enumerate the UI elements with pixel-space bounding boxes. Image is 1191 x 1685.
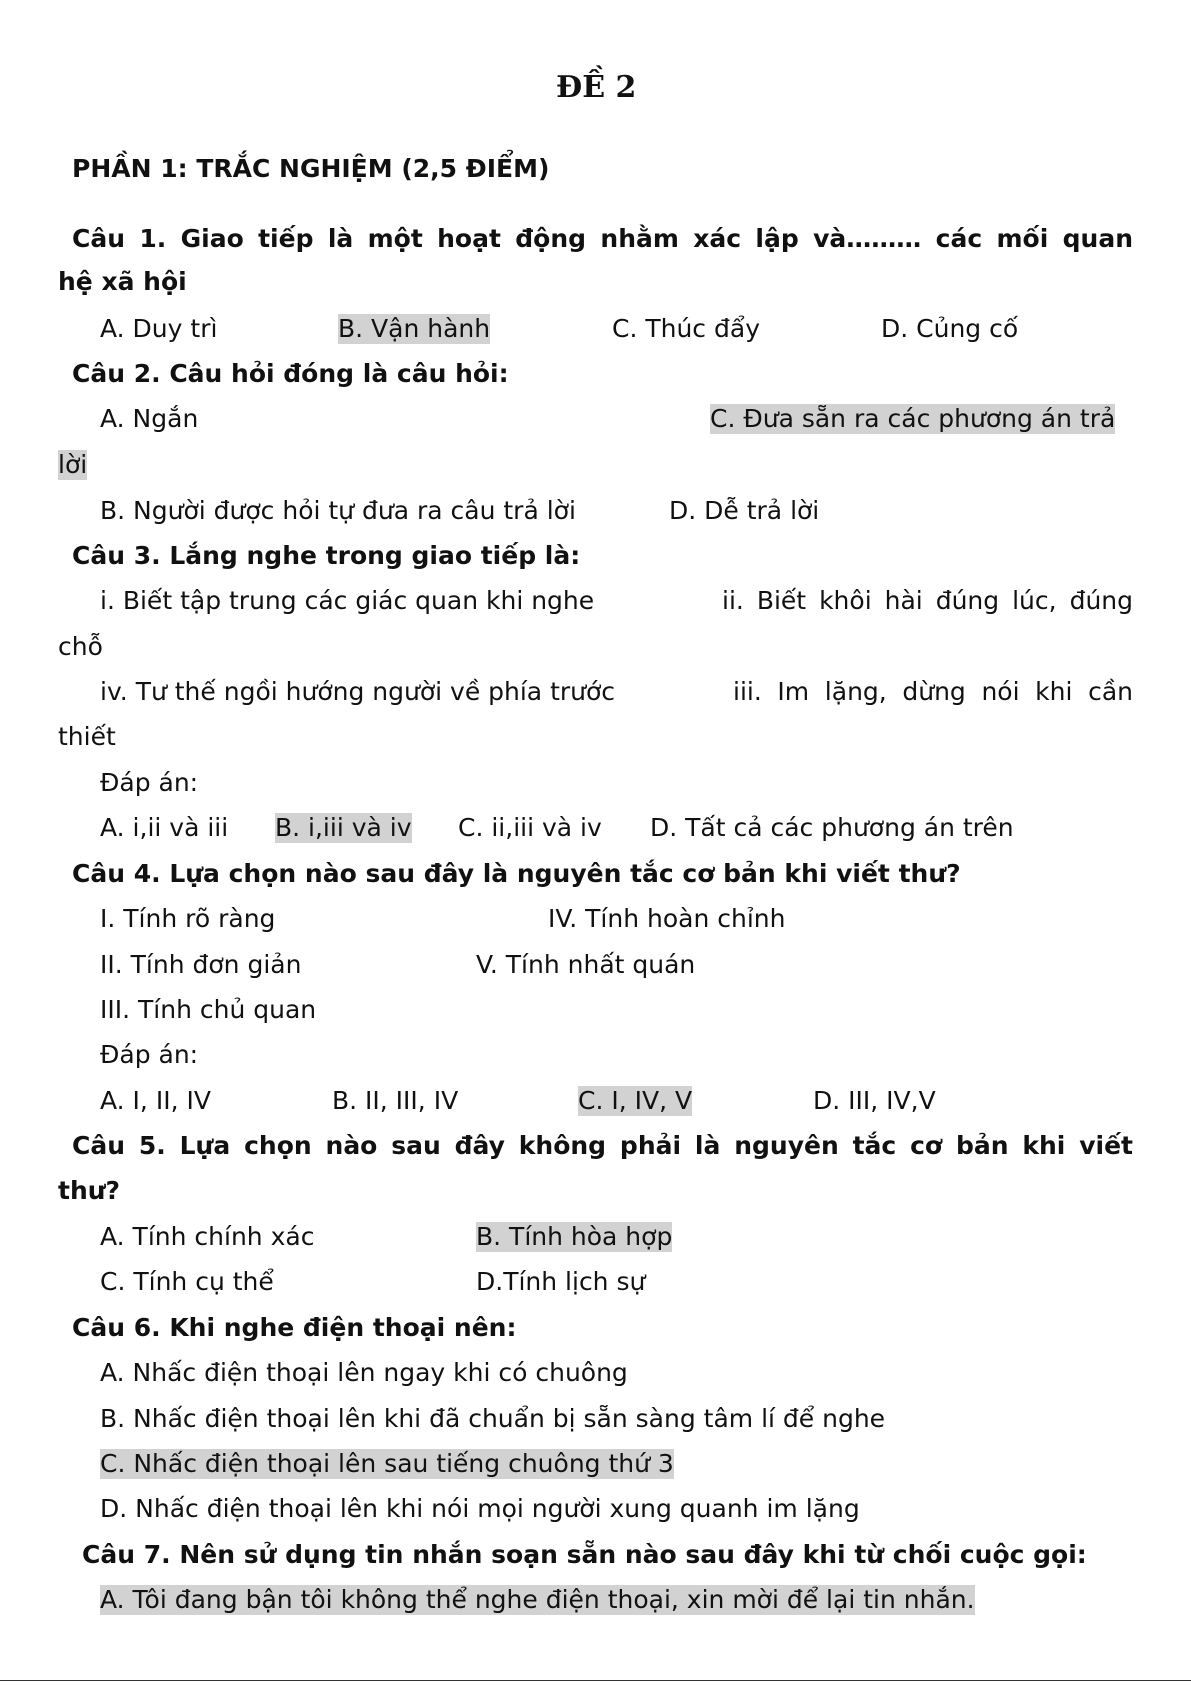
- q3-item-ii: ii. Biết khôi hài đúng lúc, đúng: [722, 586, 1133, 615]
- page-bottom-rule: [0, 1680, 1191, 1681]
- q2-option-d: D. Dễ trả lời: [669, 496, 820, 525]
- q2-option-c-cont: lời: [58, 450, 88, 479]
- q2-option-a: A. Ngắn: [100, 404, 199, 433]
- q5-option-d: D.Tính lịch sự: [476, 1267, 646, 1296]
- q3-option-b: B. i,iii và iv: [275, 813, 412, 842]
- q3-answer-label: Đáp án:: [100, 768, 199, 797]
- q4-item-v: V. Tính nhất quán: [476, 950, 696, 979]
- q5-stem-cont: thư?: [58, 1176, 121, 1205]
- q4-item-iv: IV. Tính hoàn chỉnh: [548, 904, 786, 933]
- q3-item-iv: iv. Tư thế ngồi hướng người về phía trước: [100, 677, 616, 706]
- q3-option-c: C. ii,iii và iv: [458, 813, 602, 842]
- q6-option-d: D. Nhấc điện thoại lên khi nói mọi người xung quanh im lặng: [100, 1494, 860, 1523]
- q1-option-b: B. Vận hành: [338, 314, 491, 343]
- q1-option-d: D. Củng cố: [881, 314, 1019, 343]
- q3-stem: Câu 3. Lắng nghe trong giao tiếp là:: [72, 541, 581, 570]
- q6-option-c: C. Nhấc điện thoại lên sau tiếng chuông thứ 3: [100, 1449, 674, 1478]
- q3-item-iii: iii. Im lặng, dừng nói khi cần: [733, 677, 1133, 706]
- q3-item-i: i. Biết tập trung các giác quan khi nghe: [100, 586, 595, 615]
- q4-item-i: I. Tính rõ ràng: [100, 904, 276, 933]
- q6-stem: Câu 6. Khi nghe điện thoại nên:: [72, 1313, 517, 1342]
- q3-item-ii-cont: chỗ: [58, 632, 103, 661]
- q6-option-a: A. Nhấc điện thoại lên ngay khi có chuông: [100, 1358, 628, 1387]
- q4-option-a: A. I, II, IV: [100, 1086, 211, 1115]
- q3-option-a: A. i,ii và iii: [100, 813, 229, 842]
- section-heading: PHẦN 1: TRẮC NGHIỆM (2,5 ĐIỂM): [72, 154, 550, 183]
- q4-option-c: C. I, IV, V: [578, 1086, 693, 1115]
- q4-option-d: D. III, IV,V: [813, 1086, 936, 1115]
- q1-option-c: C. Thúc đẩy: [612, 314, 760, 343]
- q4-stem: Câu 4. Lựa chọn nào sau đây là nguyên tắc cơ bản khi viết thư?: [72, 859, 961, 888]
- q2-stem: Câu 2. Câu hỏi đóng là câu hỏi:: [72, 359, 509, 388]
- q5-option-c: C. Tính cụ thể: [100, 1267, 274, 1296]
- q4-item-ii: II. Tính đơn giản: [100, 950, 302, 979]
- q5-option-b: B. Tính hòa hợp: [476, 1222, 673, 1251]
- q6-option-b: B. Nhấc điện thoại lên khi đã chuẩn bị sẵn sàng tâm lí để nghe: [100, 1404, 886, 1433]
- q5-option-a: A. Tính chính xác: [100, 1222, 315, 1251]
- q4-item-iii: III. Tính chủ quan: [100, 995, 317, 1024]
- q2-option-c: C. Đưa sẵn ra các phương án trả: [710, 404, 1116, 433]
- q1-stem-cont: hệ xã hội: [58, 267, 187, 296]
- q4-option-b: B. II, III, IV: [332, 1086, 459, 1115]
- q1-option-a: A. Duy trì: [100, 314, 218, 343]
- q3-item-iii-cont: thiết: [58, 722, 116, 751]
- q7-option-a: A. Tôi đang bận tôi không thể nghe điện thoại, xin mời để lại tin nhắn.: [100, 1585, 975, 1614]
- page-title: ĐỀ 2: [556, 70, 637, 105]
- q4-answer-label: Đáp án:: [100, 1040, 199, 1069]
- q1-stem: Câu 1. Giao tiếp là một hoạt động nhằm xác lập và……… các mối quan: [72, 224, 1133, 253]
- q7-stem: Câu 7. Nên sử dụng tin nhắn soạn sẵn nào sau đây khi từ chối cuộc gọi:: [82, 1540, 1087, 1569]
- q3-option-d: D. Tất cả các phương án trên: [650, 813, 1014, 842]
- q5-stem: Câu 5. Lựa chọn nào sau đây không phải là nguyên tắc cơ bản khi viết: [72, 1131, 1133, 1160]
- q2-option-b: B. Người được hỏi tự đưa ra câu trả lời: [100, 496, 576, 525]
